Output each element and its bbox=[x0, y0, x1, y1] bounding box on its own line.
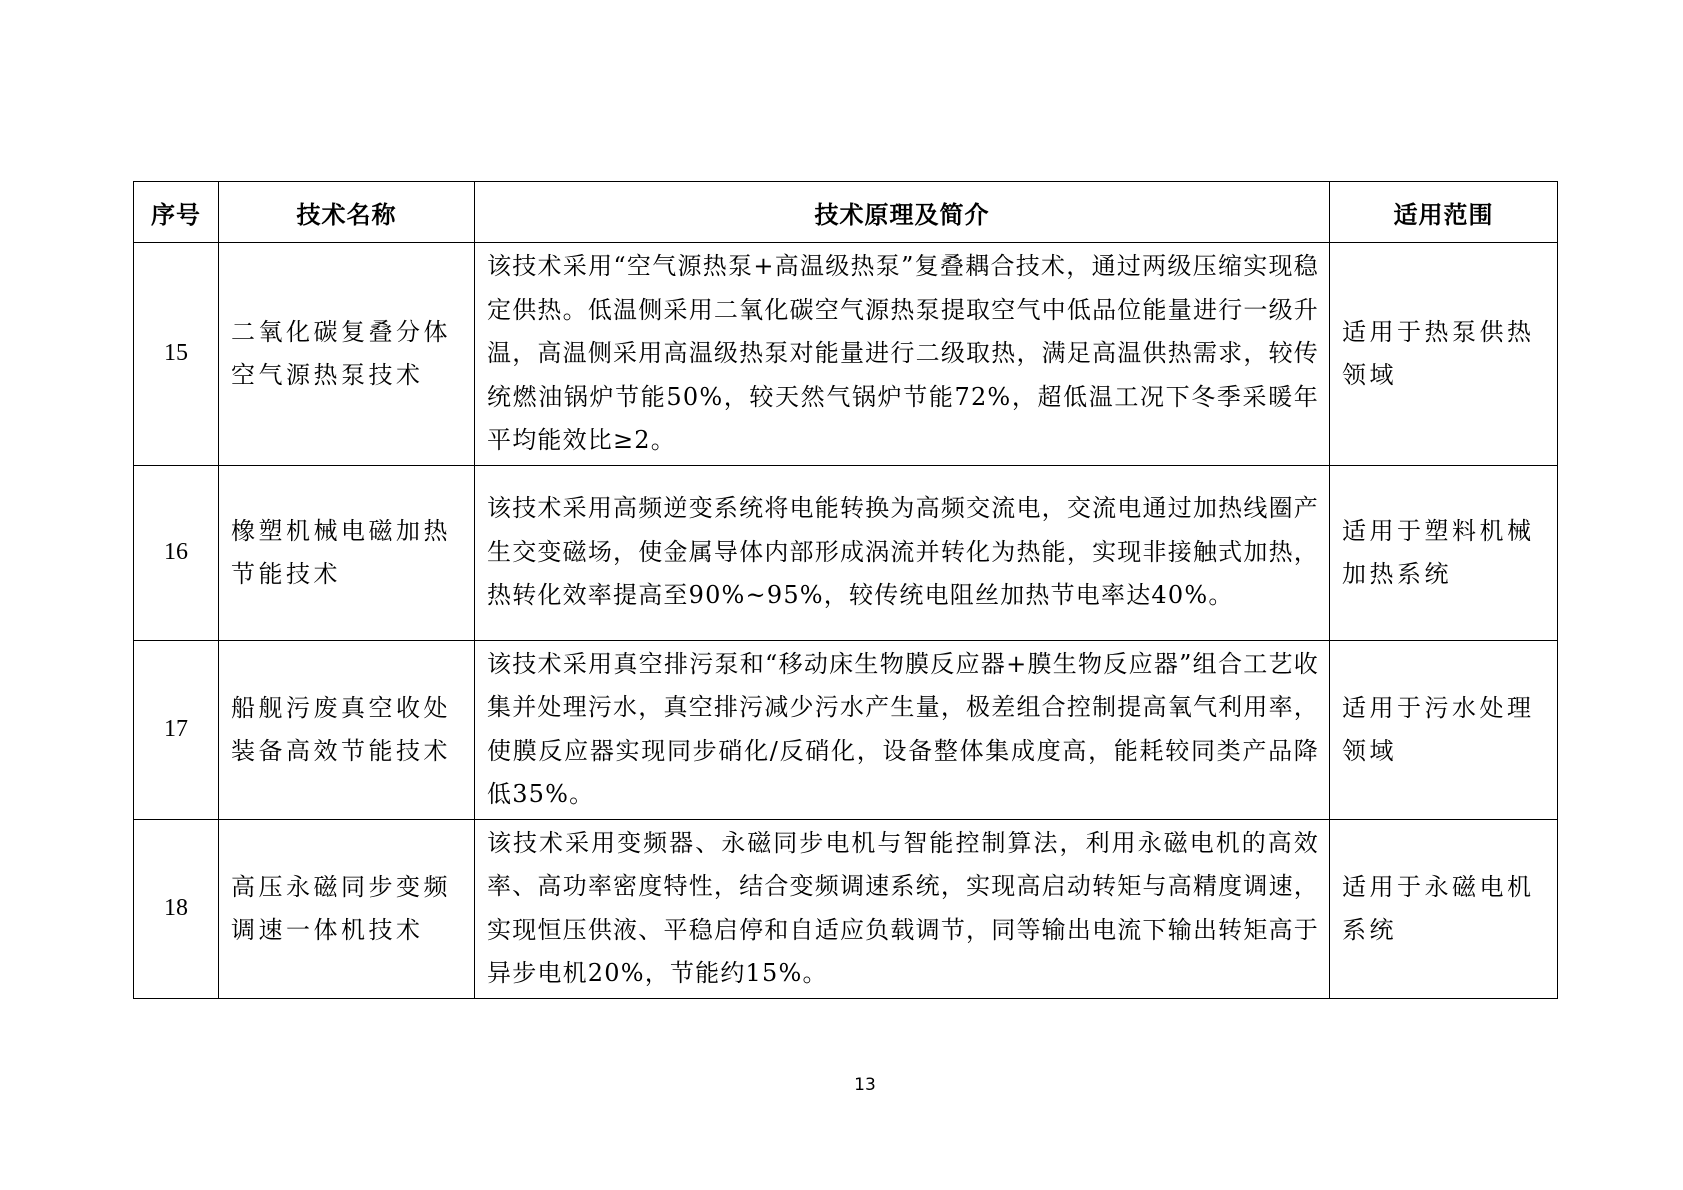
cell-scope: 适用于热泵供热领域 bbox=[1330, 243, 1558, 466]
table-row bbox=[134, 243, 1558, 466]
cell-desc: 该技术采用“空气源热泵+高温级热泵”复叠耦合技术，通过两级压缩实现稳定供热。低温侧采用二氧化碳空气源热泵提取空气中低品位能量进行一级升温，高温侧采用高温级热泵对能量进行二级取热，满足高温供热需求，较传统燃油锅炉节能50%，较天然气锅炉节能72%，超低温工况下冬季采暖年平均能效比≥2。 bbox=[475, 243, 1330, 466]
header-name: 技术名称 bbox=[219, 182, 475, 243]
cell-name: 橡塑机械电磁加热节能技术 bbox=[219, 465, 475, 640]
cell-desc: 该技术采用真空排污泵和“移动床生物膜反应器+膜生物反应器”组合工艺收集并处理污水，真空排污减少污水产生量，极差组合控制提高氧气利用率，使膜反应器实现同步硝化/反硝化，设备整体集成度高，能耗较同类产品降低35%。 bbox=[475, 640, 1330, 819]
table-header bbox=[134, 182, 1558, 243]
cell-seq: 18 bbox=[134, 819, 219, 998]
cell-seq: 16 bbox=[134, 465, 219, 640]
table-row bbox=[134, 819, 1558, 998]
header-row bbox=[134, 182, 1558, 243]
cell-desc: 该技术采用高频逆变系统将电能转换为高频交流电，交流电通过加热线圈产生交变磁场，使金属导体内部形成涡流并转化为热能，实现非接触式加热，热转化效率提高至90%~95%，较传统电阻丝加热节电率达40%。 bbox=[475, 465, 1330, 640]
technology-table bbox=[133, 181, 1558, 999]
cell-scope: 适用于永磁电机系统 bbox=[1330, 819, 1558, 998]
header-scope: 适用范围 bbox=[1330, 182, 1558, 243]
cell-name: 高压永磁同步变频调速一体机技术 bbox=[219, 819, 475, 998]
cell-name: 船舰污废真空收处装备高效节能技术 bbox=[219, 640, 475, 819]
cell-name: 二氧化碳复叠分体空气源热泵技术 bbox=[219, 243, 475, 466]
table-row bbox=[134, 640, 1558, 819]
cell-desc: 该技术采用变频器、永磁同步电机与智能控制算法，利用永磁电机的高效率、高功率密度特性，结合变频调速系统，实现高启动转矩与高精度调速，实现恒压供液、平稳启停和自适应负载调节，同等输出电流下输出转矩高于异步电机20%，节能约15%。 bbox=[475, 819, 1330, 998]
cell-seq: 17 bbox=[134, 640, 219, 819]
cell-scope: 适用于塑料机械加热系统 bbox=[1330, 465, 1558, 640]
table-body bbox=[134, 243, 1558, 999]
cell-seq: 15 bbox=[134, 243, 219, 466]
table-row bbox=[134, 465, 1558, 640]
header-seq: 序号 bbox=[134, 182, 219, 243]
page-number: 13 bbox=[854, 1075, 876, 1095]
cell-scope: 适用于污水处理领域 bbox=[1330, 640, 1558, 819]
header-desc: 技术原理及简介 bbox=[475, 182, 1330, 243]
